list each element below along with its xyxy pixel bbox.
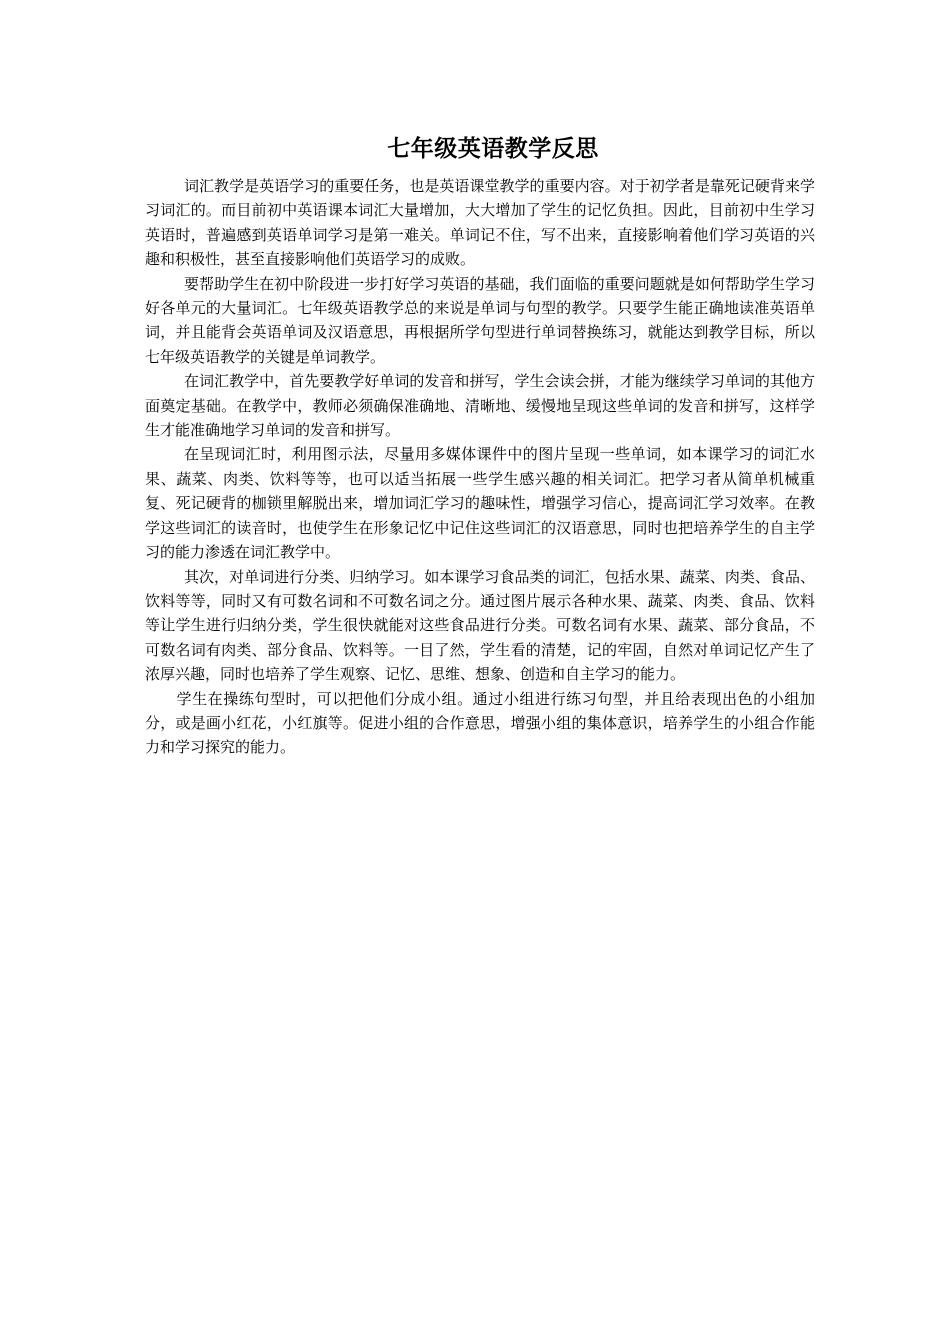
document-title: 七年级英语教学反思 <box>387 136 599 162</box>
paragraph: 在词汇教学中，首先要教学好单词的发音和拼写，学生会读会拼，才能为继续学习单词的其他方面奠定基础。在教学中，教师必须确保准确地、清晰地、缓慢地呈现这些单词的发音和拼写，这样学生才能准确地学习单词的发音和拼写。 <box>145 372 815 440</box>
paragraph: 词汇教学是英语学习的重要任务，也是英语课堂教学的重要内容。对于初学者是靠死记硬背来学习词汇的。而目前初中英语课本词汇大量增加，大大增加了学生的记忆负担。因此，目前初中生学习英语时，普遍感到英语单词学习是第一难关。单词记不住，写不出来，直接影响着他们学习英语的兴趣和积极性，甚至直接影响他们英语学习的成败。 <box>145 177 815 269</box>
paragraph: 学生在操练句型时，可以把他们分成小组。通过小组进行练习句型，并且给表现出色的小组加分，或是画小红花，小红旗等。促进小组的合作意思，增强小组的集体意识，培养学生的小组合作能力和学习探究的能力。 <box>145 689 815 757</box>
paragraph: 在呈现词汇时，利用图示法，尽量用多媒体课件中的图片呈现一些单词，如本课学习的词汇水果、蔬菜、肉类、饮料等等，也可以适当拓展一些学生感兴趣的相关词汇。把学习者从简单机械重复、死记硬背的枷锁里解脱出来，增加词汇学习的趣味性，增强学习信心，提高词汇学习效率。在教学这些词汇的读音时，也使学生在形象记忆中记住这些词汇的汉语意思，同时也把培养学生的自主学习的能力渗透在词汇教学中。 <box>145 445 815 562</box>
paragraph: 其次，对单词进行分类、归纳学习。如本课学习食品类的词汇，包括水果、蔬菜、肉类、食品、饮料等等，同时又有可数名词和不可数名词之分。通过图片展示各种水果、蔬菜、肉类、食品、饮料等让学生进行归纳分类，学生很快就能对这些食品进行分类。可数名词有水果、蔬菜、部分食品，不可数名词有肉类、部分食品、饮料等。一目了然，学生看的清楚，记的牢固，自然对单词记忆产生了浓厚兴趣，同时也培养了学生观察、记忆、思维、想象、创造和自主学习的能力。 <box>145 567 815 684</box>
document-body <box>145 174 815 760</box>
paragraph: 要帮助学生在初中阶段进一步打好学习英语的基础，我们面临的重要问题就是如何帮助学生学习好各单元的大量词汇。七年级英语教学总的来说是单词与句型的教学。只要学生能正确地读准英语单词，并且能背会英语单词及汉语意思，再根据所学句型进行单词替换练习，就能达到教学目标，所以七年级英语教学的关键是单词教学。 <box>145 274 815 366</box>
